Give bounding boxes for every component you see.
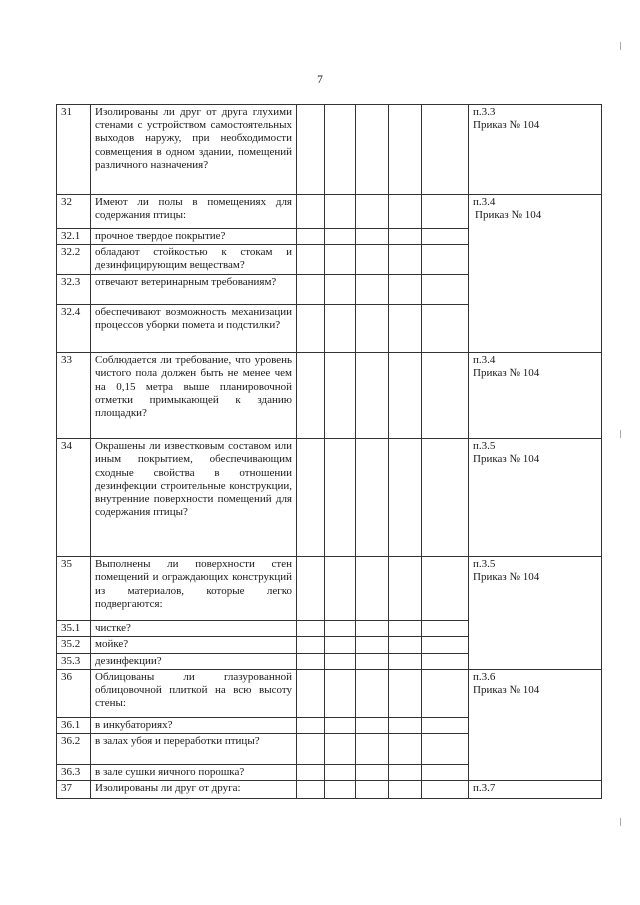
item-number: 32.3 xyxy=(57,275,91,305)
answer-yes-cell xyxy=(297,229,325,245)
question-text: дезинфекции? xyxy=(91,653,297,669)
item-number: 35.1 xyxy=(57,621,91,637)
reference-order: Приказ № 104 xyxy=(473,684,540,697)
answer-extra-cell xyxy=(389,653,422,669)
checklist-row xyxy=(57,195,602,229)
item-number: 35.2 xyxy=(57,637,91,653)
comment-cell xyxy=(422,637,469,653)
scan-margin-mark xyxy=(620,818,621,826)
answer-yes-cell xyxy=(297,353,325,439)
answer-no-cell xyxy=(325,717,356,733)
reference-clause: п.3.5 xyxy=(473,440,496,453)
answer-yes-cell xyxy=(297,781,325,799)
reference-order: Приказ № 104 xyxy=(475,209,542,222)
answer-no-cell xyxy=(325,353,356,439)
answer-no-cell xyxy=(325,765,356,781)
question-text: в залах убоя и переработки птицы? xyxy=(91,734,297,765)
answer-no-cell xyxy=(325,275,356,305)
legal-reference xyxy=(469,557,602,670)
comment-cell xyxy=(422,669,469,717)
answer-extra-cell xyxy=(389,353,422,439)
question-text: Окрашены ли известковым составом или иным покрытием, обеспечивающим сходные свойства в отношении дезинфекции строительные конструкции, внутренние поверхности помещений для содержания птицы? xyxy=(91,439,297,557)
answer-no-cell xyxy=(325,669,356,717)
answer-na-cell xyxy=(356,781,389,799)
answer-no-cell xyxy=(325,245,356,275)
question-text: Изолированы ли друг от друга: xyxy=(91,781,297,799)
answer-extra-cell xyxy=(389,781,422,799)
answer-extra-cell xyxy=(389,734,422,765)
comment-cell xyxy=(422,557,469,621)
answer-extra-cell xyxy=(389,195,422,229)
answer-extra-cell xyxy=(389,717,422,733)
item-number: 34 xyxy=(57,439,91,557)
question-text: отвечают ветеринарным требованиям? xyxy=(91,275,297,305)
answer-yes-cell xyxy=(297,105,325,195)
answer-na-cell xyxy=(356,305,389,353)
item-number: 36.3 xyxy=(57,765,91,781)
reference-order: Приказ № 104 xyxy=(473,453,540,466)
question-text: чистке? xyxy=(91,621,297,637)
comment-cell xyxy=(422,439,469,557)
answer-no-cell xyxy=(325,195,356,229)
answer-na-cell xyxy=(356,245,389,275)
reference-clause: п.3.4 xyxy=(473,196,496,208)
answer-yes-cell xyxy=(297,195,325,229)
item-number: 35.3 xyxy=(57,653,91,669)
item-number: 37 xyxy=(57,781,91,799)
reference-order: Приказ № 104 xyxy=(473,119,540,132)
answer-yes-cell xyxy=(297,717,325,733)
checklist-row xyxy=(57,669,602,717)
page-number: 7 xyxy=(317,74,323,86)
reference-order: Приказ № 104 xyxy=(473,571,540,584)
answer-yes-cell xyxy=(297,765,325,781)
question-text: обеспечивают возможность механизации процессов уборки помета и подстилки? xyxy=(91,305,297,353)
answer-yes-cell xyxy=(297,621,325,637)
answer-no-cell xyxy=(325,621,356,637)
answer-yes-cell xyxy=(297,653,325,669)
legal-reference xyxy=(469,195,602,353)
answer-na-cell xyxy=(356,717,389,733)
answer-yes-cell xyxy=(297,669,325,717)
checklist-row xyxy=(57,557,602,621)
reference-clause: п.3.6 xyxy=(473,670,496,683)
answer-no-cell xyxy=(325,781,356,799)
reference-clause: п.3.5 xyxy=(473,558,496,571)
answer-yes-cell xyxy=(297,439,325,557)
answer-no-cell xyxy=(325,637,356,653)
answer-yes-cell xyxy=(297,275,325,305)
comment-cell xyxy=(422,621,469,637)
item-number: 31 xyxy=(57,105,91,195)
answer-no-cell xyxy=(325,229,356,245)
answer-na-cell xyxy=(356,669,389,717)
comment-cell xyxy=(422,717,469,733)
answer-extra-cell xyxy=(389,765,422,781)
comment-cell xyxy=(422,105,469,195)
comment-cell xyxy=(422,353,469,439)
answer-na-cell xyxy=(356,353,389,439)
item-number: 36 xyxy=(57,669,91,717)
answer-no-cell xyxy=(325,653,356,669)
question-text: обладают стойкостью к стокам и дезинфицирующим веществам? xyxy=(91,245,297,275)
comment-cell xyxy=(422,195,469,229)
comment-cell xyxy=(422,305,469,353)
question-text: в инкубаториях? xyxy=(91,717,297,733)
answer-yes-cell xyxy=(297,245,325,275)
answer-na-cell xyxy=(356,557,389,621)
question-text: Соблюдается ли требование, что уровень чистого пола должен быть не менее чем на 0,15 метра выше планировочной отметки примыкающей к зданию площадки? xyxy=(91,353,297,439)
comment-cell xyxy=(422,781,469,799)
answer-yes-cell xyxy=(297,557,325,621)
answer-extra-cell xyxy=(389,229,422,245)
question-text: мойке? xyxy=(91,637,297,653)
answer-no-cell xyxy=(325,439,356,557)
item-number: 36.2 xyxy=(57,734,91,765)
answer-na-cell xyxy=(356,229,389,245)
answer-na-cell xyxy=(356,734,389,765)
checklist-row xyxy=(57,353,602,439)
answer-yes-cell xyxy=(297,734,325,765)
answer-extra-cell xyxy=(389,105,422,195)
item-number: 32.4 xyxy=(57,305,91,353)
item-number: 33 xyxy=(57,353,91,439)
question-text: в зале сушки яичного порошка? xyxy=(91,765,297,781)
checklist-table xyxy=(56,104,602,799)
answer-no-cell xyxy=(325,557,356,621)
legal-reference xyxy=(469,439,602,557)
item-number: 32.1 xyxy=(57,229,91,245)
answer-extra-cell xyxy=(389,669,422,717)
answer-extra-cell xyxy=(389,245,422,275)
answer-extra-cell xyxy=(389,557,422,621)
comment-cell xyxy=(422,245,469,275)
scan-margin-mark xyxy=(620,42,621,50)
answer-extra-cell xyxy=(389,637,422,653)
answer-extra-cell xyxy=(389,275,422,305)
answer-na-cell xyxy=(356,275,389,305)
answer-yes-cell xyxy=(297,305,325,353)
reference-clause: п.3.7 xyxy=(473,782,496,795)
answer-no-cell xyxy=(325,305,356,353)
answer-extra-cell xyxy=(389,621,422,637)
answer-no-cell xyxy=(325,734,356,765)
checklist-row xyxy=(57,439,602,557)
answer-no-cell xyxy=(325,105,356,195)
legal-reference xyxy=(469,669,602,780)
comment-cell xyxy=(422,765,469,781)
comment-cell xyxy=(422,275,469,305)
answer-na-cell xyxy=(356,439,389,557)
legal-reference xyxy=(469,105,602,195)
question-text: Облицованы ли глазурованной облицовочной плиткой на всю высоту стены: xyxy=(91,669,297,717)
checklist-row xyxy=(57,105,602,195)
item-number: 36.1 xyxy=(57,717,91,733)
scan-margin-mark xyxy=(620,430,621,438)
comment-cell xyxy=(422,653,469,669)
checklist-row xyxy=(57,781,602,799)
legal-reference xyxy=(469,781,602,799)
answer-na-cell xyxy=(356,653,389,669)
legal-reference xyxy=(469,353,602,439)
reference-clause: п.3.3 xyxy=(473,106,496,118)
reference-clause: п.3.4 xyxy=(473,354,496,367)
answer-extra-cell xyxy=(389,305,422,353)
question-text: Имеют ли полы в помещениях для содержания птицы: xyxy=(91,195,297,229)
item-number: 32.2 xyxy=(57,245,91,275)
answer-na-cell xyxy=(356,765,389,781)
comment-cell xyxy=(422,734,469,765)
answer-yes-cell xyxy=(297,637,325,653)
question-text: прочное твердое покрытие? xyxy=(91,229,297,245)
comment-cell xyxy=(422,229,469,245)
reference-order: Приказ № 104 xyxy=(473,367,540,380)
answer-na-cell xyxy=(356,621,389,637)
question-text: Выполнены ли поверхности стен помещений и ограждающих конструкций из материалов, которые легко подвергаются: xyxy=(91,557,297,621)
item-number: 32 xyxy=(57,195,91,229)
answer-na-cell xyxy=(356,637,389,653)
question-text: Изолированы ли друг от друга глухими стенами с устройством самостоятельных выходов наружу, при необходимости совмещения в одном здании, помещений различного назначения? xyxy=(91,105,297,195)
answer-extra-cell xyxy=(389,439,422,557)
answer-na-cell xyxy=(356,195,389,229)
answer-na-cell xyxy=(356,105,389,195)
item-number: 35 xyxy=(57,557,91,621)
